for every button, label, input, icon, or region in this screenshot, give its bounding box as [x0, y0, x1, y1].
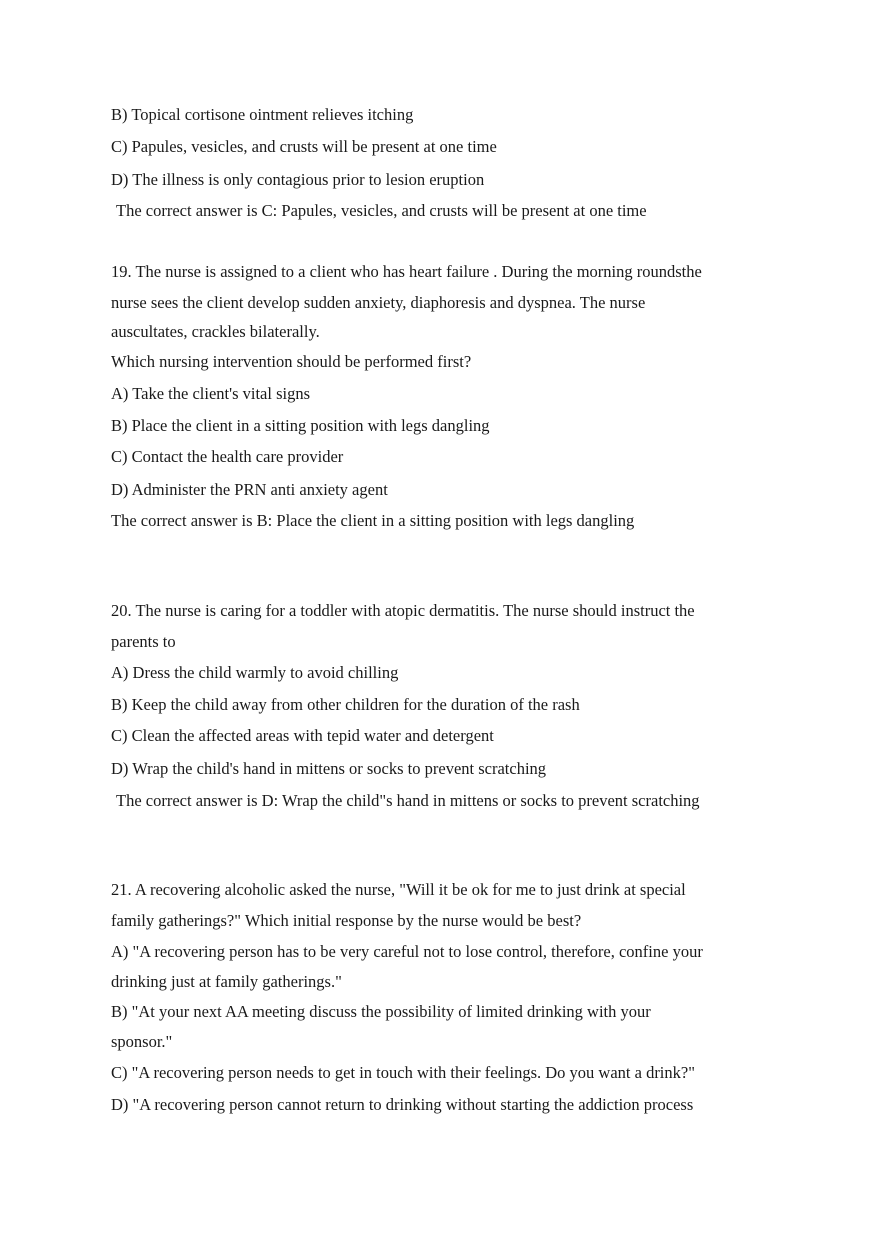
q18-option-c: C) Papules, vesicles, and crusts will be present at one time — [111, 137, 497, 156]
q21-stem-line-1: 21. A recovering alcoholic asked the nurse, "Will it be ok for me to just drink at special — [111, 880, 686, 899]
q21-option-b-line-1: B) "At your next AA meeting discuss the possibility of limited drinking with your — [111, 1002, 651, 1021]
q19-option-a: A) Take the client's vital signs — [111, 384, 311, 403]
q21-option-a-line-1: A) "A recovering person has to be very careful not to lose control, therefore, confine your — [111, 942, 703, 961]
q18-option-b: B) Topical cortisone ointment relieves itching — [111, 105, 414, 124]
q20-stem-line-2: parents to — [111, 632, 176, 651]
q21-option-c: C) "A recovering person needs to get in touch with their feelings. Do you want a drink?" — [111, 1063, 695, 1082]
q18-answer: The correct answer is C: Papules, vesicles, and crusts will be present at one time — [116, 201, 647, 220]
q19-option-c: C) Contact the health care provider — [111, 447, 344, 466]
q20-option-b: B) Keep the child away from other children for the duration of the rash — [111, 695, 580, 714]
q19-stem-line-1: 19. The nurse is assigned to a client who has heart failure . During the morning roundsthe — [111, 262, 702, 281]
q19-stem-line-3: auscultates, crackles bilaterally. — [111, 322, 320, 341]
q19-stem-line-2: nurse sees the client develop sudden anxiety, diaphoresis and dyspnea. The nurse — [111, 293, 646, 312]
q21-option-b-line-2: sponsor." — [111, 1032, 173, 1051]
q21-stem-line-2: family gatherings?" Which initial response by the nurse would be best? — [111, 911, 582, 930]
q21-option-a-line-2: drinking just at family gatherings." — [111, 972, 342, 991]
q18-option-d: D) The illness is only contagious prior to lesion eruption — [111, 170, 485, 189]
q20-option-d: D) Wrap the child's hand in mittens or socks to prevent scratching — [111, 759, 547, 778]
q19-option-b: B) Place the client in a sitting position with legs dangling — [111, 416, 490, 435]
q20-stem-line-1: 20. The nurse is caring for a toddler with atopic dermatitis. The nurse should instruct the — [111, 601, 695, 620]
q19-answer: The correct answer is B: Place the client in a sitting position with legs dangling — [111, 511, 635, 530]
q21-option-d: D) "A recovering person cannot return to drinking without starting the addiction process — [111, 1095, 694, 1114]
q20-answer: The correct answer is D: Wrap the child"s hand in mittens or socks to prevent scratching — [116, 791, 700, 810]
q19-question: Which nursing intervention should be performed first? — [111, 352, 472, 371]
q19-option-d: D) Administer the PRN anti anxiety agent — [111, 480, 388, 499]
q20-option-c: C) Clean the affected areas with tepid water and detergent — [111, 726, 494, 745]
q20-option-a: A) Dress the child warmly to avoid chilling — [111, 663, 399, 682]
